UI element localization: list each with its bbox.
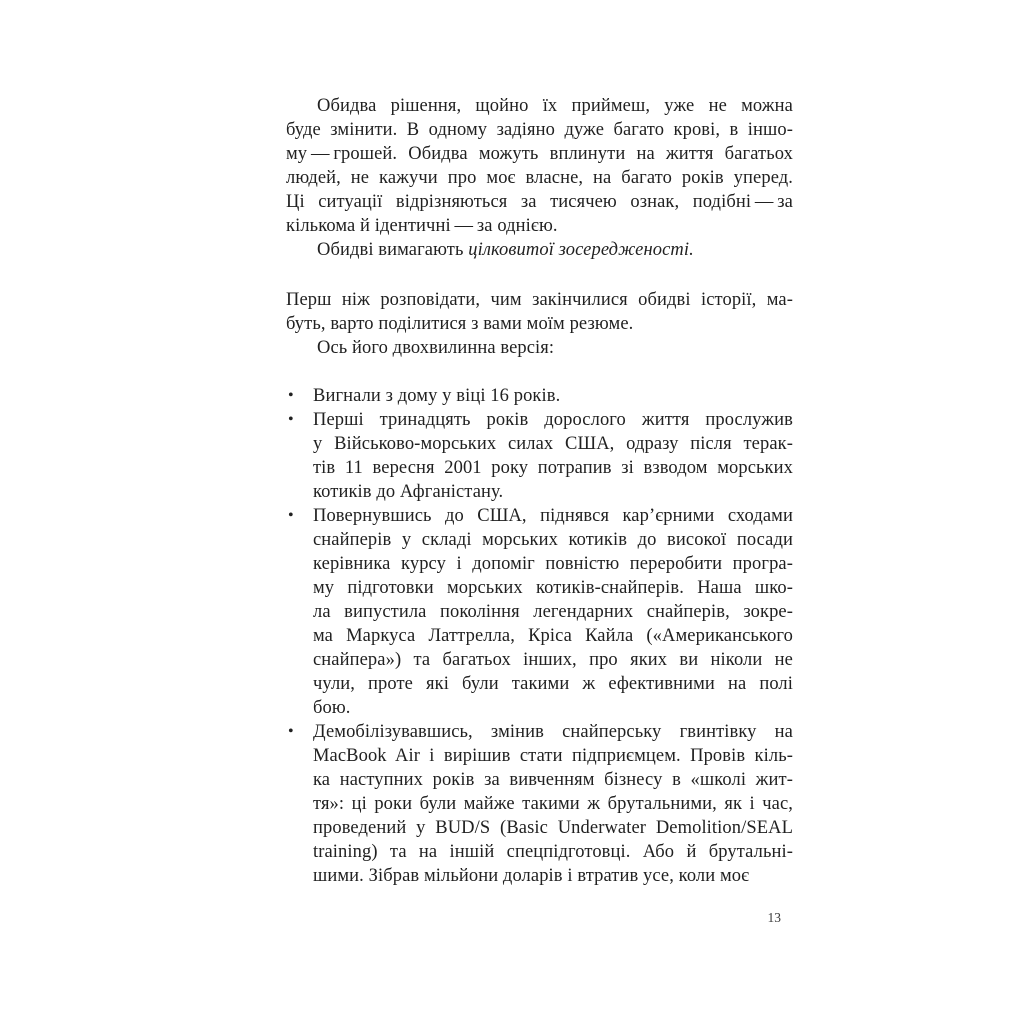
text-line <box>313 480 793 504</box>
text-line <box>286 118 793 142</box>
text-run: ма Маркуса Латтрелла, Кріса Кайла («Американського <box>313 626 793 646</box>
text-line <box>313 720 793 744</box>
text-line <box>313 840 793 864</box>
text-line <box>313 552 793 576</box>
text-line <box>286 190 793 214</box>
text-line <box>286 312 793 336</box>
text-run: буде змінити. В одному задіяно дуже багато крові, в іншо- <box>286 120 793 140</box>
page-number: 13 <box>767 910 781 925</box>
italic-text-run: цілковитої зосередженості. <box>468 240 694 260</box>
text-run: ла випустила покоління легендарних снайперів, зокре- <box>313 602 793 622</box>
resume-bullet-list <box>286 384 793 888</box>
text-run: проведений у BUD/S (Basic Underwater Demolition/SEAL <box>313 818 793 838</box>
bullet-icon: • <box>288 387 294 404</box>
text-run: снайпера») та багатьох інших, про яких ви ніколи не <box>313 650 793 670</box>
bullet-item <box>286 504 793 720</box>
text-line <box>286 336 793 360</box>
text-line <box>313 864 793 888</box>
text-run: Ці ситуації відрізняються за тисячею ознак, подібні — за <box>286 192 793 212</box>
text-run: шими. Зібрав мільйони доларів і втратив усе, коли моє <box>313 866 750 886</box>
para-total-focus <box>286 238 793 262</box>
spacer <box>286 360 793 384</box>
text-run: Перші тринадцять років дорослого життя прослужив <box>313 410 793 430</box>
bullet-item <box>286 720 793 888</box>
text-run: му підготовки морських котиків-снайперів. Наша шко- <box>313 578 793 598</box>
text-run: Обидва рішення, щойно їх приймеш, уже не можна <box>317 96 793 116</box>
text-run: у Військово-морських силах США, одразу після терак- <box>313 434 793 454</box>
para-two-decisions <box>286 94 793 238</box>
text-line <box>286 288 793 312</box>
bullet-icon: • <box>288 723 294 740</box>
text-line <box>313 792 793 816</box>
bullet-item <box>286 408 793 504</box>
bullet-item <box>286 384 793 408</box>
text-line <box>286 214 793 238</box>
text-line <box>313 768 793 792</box>
text-line <box>313 384 793 408</box>
text-run: буть, варто поділитися з вами моїм резюме. <box>286 314 634 334</box>
text-line <box>313 744 793 768</box>
text-run: Ось його двохвилинна версія: <box>317 338 555 358</box>
bullet-text <box>313 408 793 504</box>
text-line <box>313 696 793 720</box>
para-before-telling <box>286 288 793 336</box>
text-run: training) та на іншій спецпідготовці. Або й брутальні- <box>313 842 793 862</box>
text-line <box>313 672 793 696</box>
text-run: ка наступних років за вивченням бізнесу в «школі жит- <box>313 770 793 790</box>
text-run: MacBook Air і вирішив стати підприємцем. Провів кіль- <box>313 746 793 766</box>
text-line <box>313 504 793 528</box>
para-two-minute-version <box>286 336 793 360</box>
text-line <box>313 648 793 672</box>
text-line <box>286 142 793 166</box>
text-run: Обидві вимагають <box>317 240 469 260</box>
text-run: тя»: ці роки були майже такими ж брутальними, як і час, <box>313 794 793 814</box>
text-run: Перш ніж розповідати, чим закінчилися обидві історії, ма- <box>286 290 793 310</box>
text-run: тів 11 вересня 2001 року потрапив зі взводом морських <box>313 458 793 478</box>
text-run: му — грошей. Обидва можуть вплинути на життя багатьох <box>286 144 793 164</box>
bullet-icon: • <box>288 507 294 524</box>
text-line <box>313 456 793 480</box>
text-line <box>286 166 793 190</box>
text-line <box>313 432 793 456</box>
bullet-text <box>313 504 793 720</box>
text-run: Повернувшись до США, піднявся кар’єрними сходами <box>313 506 793 526</box>
text-line <box>313 528 793 552</box>
text-line <box>313 816 793 840</box>
text-run: Вигнали з дому у віці 16 років. <box>313 386 561 406</box>
bullet-text <box>313 384 793 408</box>
text-run: бою. <box>313 698 351 718</box>
spacer <box>286 262 793 288</box>
text-line <box>286 94 793 118</box>
text-line <box>313 408 793 432</box>
text-run: кількома й ідентичні — за однією. <box>286 216 558 236</box>
text-run: чули, проте які були такими ж ефективними на полі <box>313 674 793 694</box>
text-run: котиків до Афганістану. <box>313 482 504 502</box>
text-run: снайперів у складі морських котиків до високої посади <box>313 530 793 550</box>
bullet-text <box>313 720 793 888</box>
text-line <box>286 238 793 262</box>
text-run: керівника курсу і допоміг повністю переробити програ- <box>313 554 793 574</box>
text-block <box>286 94 793 888</box>
text-run: людей, не кажучи про моє власне, на багато років уперед. <box>286 168 793 188</box>
text-line <box>313 624 793 648</box>
bullet-icon: • <box>288 411 294 428</box>
text-run: Демобілізувавшись, змінив снайперську гвинтівку на <box>313 722 793 742</box>
text-line <box>313 600 793 624</box>
text-line <box>313 576 793 600</box>
